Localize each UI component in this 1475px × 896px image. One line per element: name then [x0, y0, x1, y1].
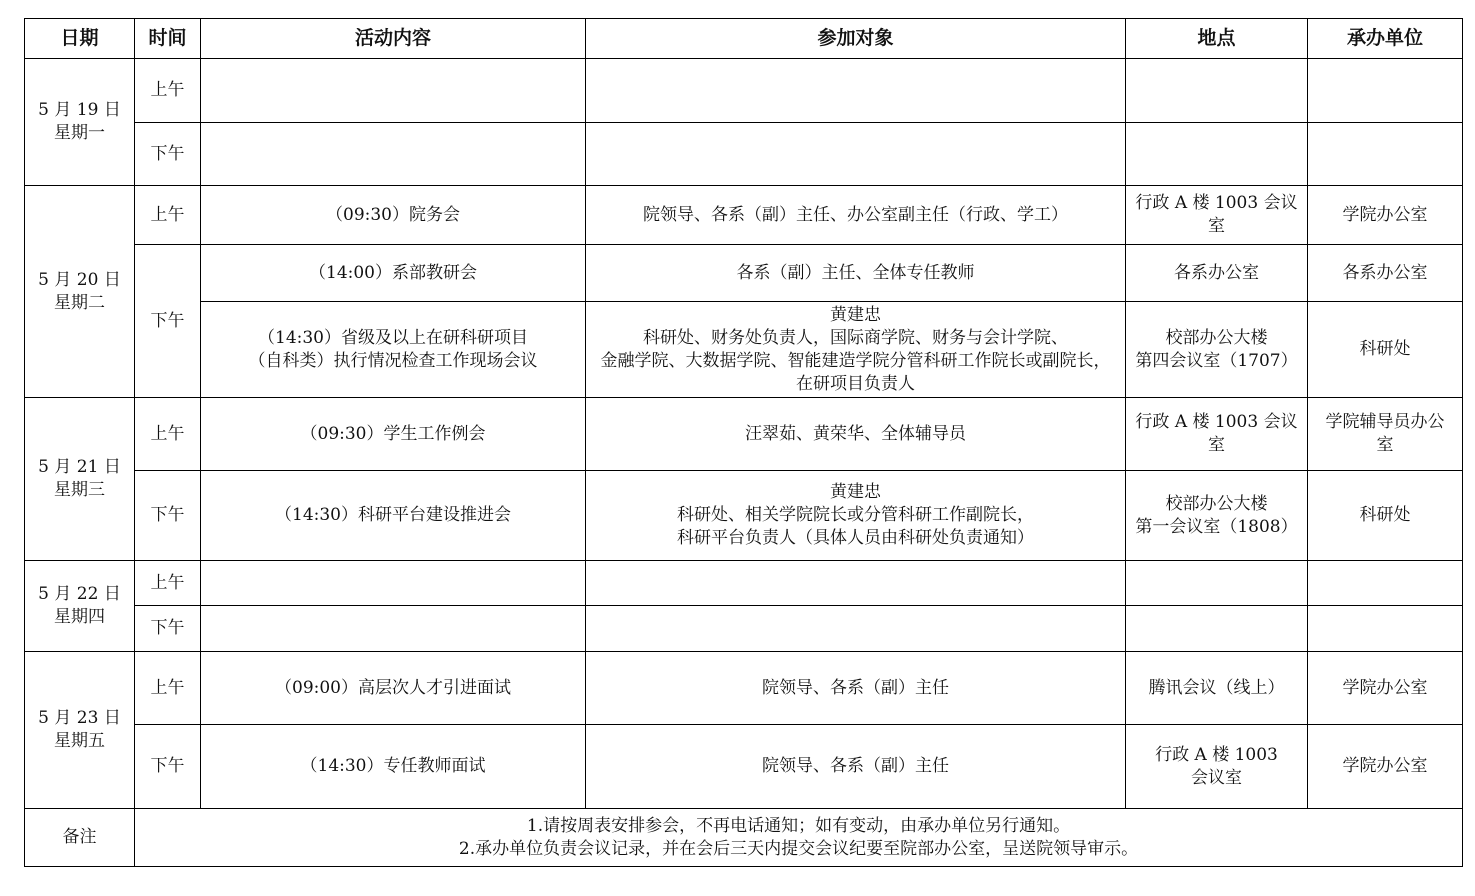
date-text: 5 月 19 日: [38, 100, 121, 120]
table-row: [25, 561, 1463, 606]
time-cell: 上午: [135, 561, 201, 606]
location-cell: 行政 A 楼 1003 会议 室: [1126, 186, 1308, 245]
header-organizer: 承办单位: [1308, 19, 1463, 59]
date-cell: [25, 59, 135, 186]
activity-cell: （09:00）高层次人才引进面试: [201, 652, 586, 725]
activity-cell: [201, 561, 586, 606]
time-cell: 下午: [135, 725, 201, 809]
activity-cell: [201, 606, 586, 652]
date-cell: [25, 561, 135, 652]
participants-cell: [586, 606, 1126, 652]
notes-row: [25, 809, 1463, 867]
table-row: [25, 123, 1463, 186]
table-row: [25, 59, 1463, 123]
header-date: 日期: [25, 19, 135, 59]
participants-cell: 院领导、各系（副）主任: [586, 725, 1126, 809]
location-cell: 各系办公室: [1126, 245, 1308, 302]
location-cell: [1126, 59, 1308, 123]
time-cell: 下午: [135, 245, 201, 398]
header-activity: 活动内容: [201, 19, 586, 59]
date-cell: [25, 398, 135, 561]
activity-cell: （14:30）科研平台建设推进会: [201, 471, 586, 561]
participants-cell: [586, 561, 1126, 606]
activity-cell: （09:30）院务会: [201, 186, 586, 245]
time-cell: 上午: [135, 186, 201, 245]
weekly-schedule-table: [24, 18, 1463, 867]
location-cell: 行政 A 楼 1003 会议室: [1126, 725, 1308, 809]
organizer-cell: 各系办公室: [1308, 245, 1463, 302]
participants-cell: 黄建忠 科研处、财务处负责人，国际商学院、财务与会计学院、 金融学院、大数据学院、智能建造学院分管科研工作院长或副院长， 在研项目负责人: [586, 302, 1126, 398]
organizer-cell: [1308, 59, 1463, 123]
activity-cell: [201, 59, 586, 123]
organizer-cell: 学院辅导员办公 室: [1308, 398, 1463, 471]
date-cell: [25, 652, 135, 809]
activity-cell: （09:30）学生工作例会: [201, 398, 586, 471]
organizer-cell: 学院办公室: [1308, 725, 1463, 809]
table-row: [25, 606, 1463, 652]
participants-cell: [586, 59, 1126, 123]
time-cell: 上午: [135, 652, 201, 725]
header-participants: 参加对象: [586, 19, 1126, 59]
weekday-text: 星期二: [54, 292, 105, 313]
weekday-text: 星期三: [54, 480, 105, 500]
table-row: [25, 245, 1463, 302]
organizer-cell: [1308, 561, 1463, 606]
weekday-text: 星期四: [54, 607, 105, 627]
date-text: 5 月 22 日: [38, 584, 121, 604]
participants-cell: 黄建忠 科研处、相关学院院长或分管科研工作副院长， 科研平台负责人（具体人员由科研处负责通知）: [586, 471, 1126, 561]
header-time: 时间: [135, 19, 201, 59]
table-row: [25, 302, 1463, 398]
location-cell: [1126, 606, 1308, 652]
notes-label: 备注: [25, 809, 135, 867]
participants-cell: 各系（副）主任、全体专任教师: [586, 245, 1126, 302]
location-cell: 校部办公大楼 第四会议室（1707）: [1126, 302, 1308, 398]
location-cell: 行政 A 楼 1003 会议 室: [1126, 398, 1308, 471]
organizer-cell: 科研处: [1308, 471, 1463, 561]
participants-cell: [586, 123, 1126, 186]
date-cell: [25, 186, 135, 398]
activity-cell: （14:00）系部教研会: [201, 245, 586, 302]
weekday-text: 星期一: [54, 123, 105, 143]
organizer-cell: [1308, 606, 1463, 652]
activity-cell: （14:30）专任教师面试: [201, 725, 586, 809]
organizer-cell: [1308, 123, 1463, 186]
date-text: 5 月 21 日: [38, 457, 121, 477]
time-cell: 下午: [135, 606, 201, 652]
participants-cell: 院领导、各系（副）主任、办公室副主任（行政、学工）: [586, 186, 1126, 245]
location-cell: [1126, 123, 1308, 186]
organizer-cell: 科研处: [1308, 302, 1463, 398]
organizer-cell: 学院办公室: [1308, 652, 1463, 725]
time-cell: 下午: [135, 471, 201, 561]
date-text: 5 月 20 日: [38, 269, 121, 290]
note-line: 2.承办单位负责会议记录，并在会后三天内提交会议纪要至院部办公室，呈送院领导审示。: [458, 838, 1139, 859]
table-row: [25, 471, 1463, 561]
note-line: 1.请按周表安排参会，不再电话通知；如有变动，由承办单位另行通知。: [526, 815, 1071, 836]
activity-cell: （14:30）省级及以上在研科研项目 （自科类）执行情况检查工作现场会议: [201, 302, 586, 398]
activity-cell: [201, 123, 586, 186]
participants-cell: 汪翠茹、黄荣华、全体辅导员: [586, 398, 1126, 471]
header-row: [25, 19, 1463, 59]
location-cell: 校部办公大楼 第一会议室（1808）: [1126, 471, 1308, 561]
participants-cell: 院领导、各系（副）主任: [586, 652, 1126, 725]
location-cell: 腾讯会议（线上）: [1126, 652, 1308, 725]
table-row: [25, 186, 1463, 245]
organizer-cell: 学院办公室: [1308, 186, 1463, 245]
time-cell: 下午: [135, 123, 201, 186]
weekday-text: 星期五: [54, 731, 105, 751]
table-row: [25, 652, 1463, 725]
header-location: 地点: [1126, 19, 1308, 59]
table-row: [25, 398, 1463, 471]
date-text: 5 月 23 日: [38, 708, 121, 728]
table-row: [25, 725, 1463, 809]
time-cell: 上午: [135, 398, 201, 471]
notes-content: [135, 809, 1463, 867]
time-cell: 上午: [135, 59, 201, 123]
location-cell: [1126, 561, 1308, 606]
